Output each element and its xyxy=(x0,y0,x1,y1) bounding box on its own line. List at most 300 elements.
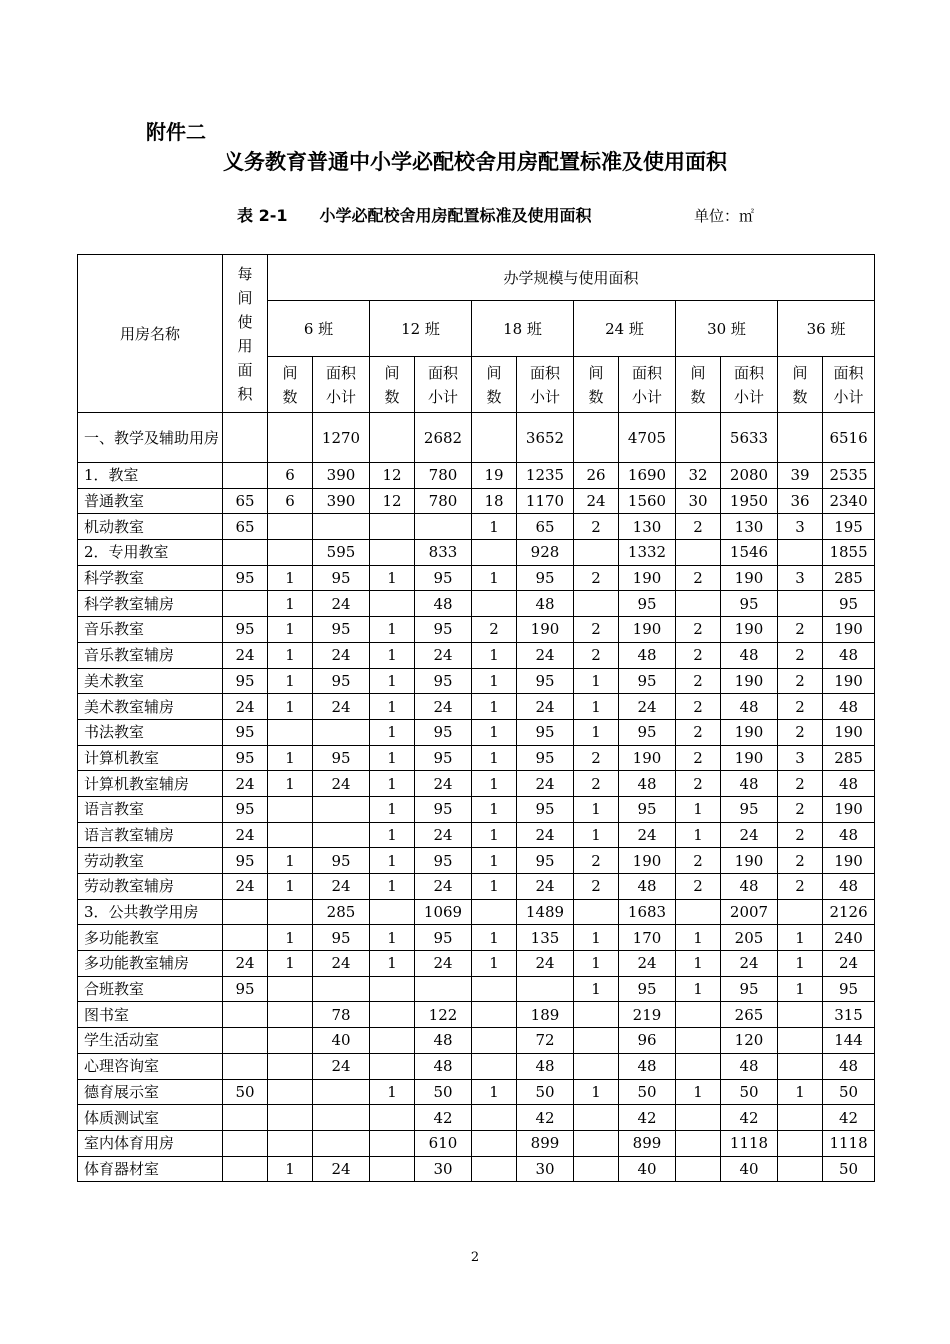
cell-value: 95 xyxy=(223,976,268,1002)
cell-value xyxy=(472,413,517,463)
cell-value: 1 xyxy=(370,848,415,874)
cell-value xyxy=(223,1105,268,1131)
row-name: 体质测试室 xyxy=(78,1105,223,1131)
cell-value xyxy=(370,899,415,925)
cell-value: 95 xyxy=(415,719,472,745)
cell-value: 2 xyxy=(676,514,721,540)
cell-value: 130 xyxy=(721,514,778,540)
cell-value: 95 xyxy=(619,591,676,617)
cell-value: 72 xyxy=(517,1028,574,1054)
cell-value: 2682 xyxy=(415,413,472,463)
cell-value: 95 xyxy=(313,745,370,771)
row-name: 学生活动室 xyxy=(78,1028,223,1054)
cell-value: 95 xyxy=(415,848,472,874)
cell-value: 12 xyxy=(370,463,415,489)
cell-value xyxy=(223,591,268,617)
cell-value: 2 xyxy=(778,719,823,745)
table-row xyxy=(78,540,875,566)
table-row xyxy=(78,796,875,822)
cell-value: 24 xyxy=(313,694,370,720)
cell-value: 24 xyxy=(313,874,370,900)
cell-value: 1 xyxy=(676,822,721,848)
table-row xyxy=(78,874,875,900)
cell-value: 1 xyxy=(370,719,415,745)
cell-value: 2 xyxy=(676,874,721,900)
cell-value: 1 xyxy=(370,796,415,822)
row-name: 语言教室辅房 xyxy=(78,822,223,848)
cell-value: 1 xyxy=(370,771,415,797)
cell-value: 2 xyxy=(574,514,619,540)
cell-value: 1 xyxy=(676,951,721,977)
cell-value: 1 xyxy=(370,668,415,694)
cell-value xyxy=(313,719,370,745)
row-name: 室内体育用房 xyxy=(78,1130,223,1156)
cell-value: 1 xyxy=(676,1079,721,1105)
cell-value: 4705 xyxy=(619,413,676,463)
cell-value: 610 xyxy=(415,1130,472,1156)
cell-value xyxy=(676,899,721,925)
cell-value: 24 xyxy=(415,822,472,848)
cell-value xyxy=(313,1105,370,1131)
table-row xyxy=(78,463,875,489)
cell-value: 24 xyxy=(313,1053,370,1079)
header-per-room-area: 每间使用面积 xyxy=(223,255,268,413)
cell-value xyxy=(676,1156,721,1182)
cell-value: 32 xyxy=(676,463,721,489)
cell-value: 190 xyxy=(517,617,574,643)
cell-value: 24 xyxy=(415,642,472,668)
cell-value: 190 xyxy=(721,719,778,745)
row-name: 语言教室 xyxy=(78,796,223,822)
cell-value: 48 xyxy=(415,1028,472,1054)
table-row xyxy=(78,1105,875,1131)
cell-value: 95 xyxy=(721,591,778,617)
cell-value: 1560 xyxy=(619,488,676,514)
cell-value: 190 xyxy=(823,719,875,745)
cell-value: 24 xyxy=(415,694,472,720)
table-row xyxy=(78,1130,875,1156)
cell-value: 2 xyxy=(574,617,619,643)
cell-value xyxy=(268,413,313,463)
cell-value xyxy=(223,1156,268,1182)
cell-value: 1 xyxy=(472,822,517,848)
cell-value: 2 xyxy=(676,745,721,771)
cell-value: 48 xyxy=(721,642,778,668)
table-row xyxy=(78,488,875,514)
row-name: 美术教室辅房 xyxy=(78,694,223,720)
unit-label: 单位：㎡ xyxy=(694,207,755,225)
cell-value: 1 xyxy=(574,668,619,694)
header-area-0: 面积小计 xyxy=(313,357,370,413)
cell-value: 2 xyxy=(574,745,619,771)
table-row xyxy=(78,719,875,745)
cell-value: 95 xyxy=(823,976,875,1002)
cell-value xyxy=(676,1105,721,1131)
cell-value: 2 xyxy=(676,848,721,874)
cell-value: 3652 xyxy=(517,413,574,463)
cell-value: 95 xyxy=(517,565,574,591)
cell-value: 1 xyxy=(268,591,313,617)
cell-value xyxy=(223,1002,268,1028)
cell-value xyxy=(223,463,268,489)
cell-value: 1 xyxy=(472,745,517,771)
row-name: 计算机教室 xyxy=(78,745,223,771)
cell-value: 95 xyxy=(223,617,268,643)
cell-value xyxy=(370,1105,415,1131)
cell-value: 95 xyxy=(223,565,268,591)
cell-value: 2 xyxy=(778,822,823,848)
cell-value: 95 xyxy=(619,719,676,745)
cell-value xyxy=(472,540,517,566)
main-title: 义务教育普通中小学必配校舍用房配置标准及使用面积 xyxy=(223,150,727,174)
table-row xyxy=(78,951,875,977)
row-name: 科学教室 xyxy=(78,565,223,591)
cell-value: 2 xyxy=(472,617,517,643)
cell-value: 2 xyxy=(778,796,823,822)
cell-value: 95 xyxy=(313,668,370,694)
cell-value: 122 xyxy=(415,1002,472,1028)
cell-value: 1 xyxy=(370,565,415,591)
cell-value: 39 xyxy=(778,463,823,489)
cell-value xyxy=(472,1130,517,1156)
cell-value: 1332 xyxy=(619,540,676,566)
row-name: 图书室 xyxy=(78,1002,223,1028)
cell-value: 189 xyxy=(517,1002,574,1028)
cell-value: 1 xyxy=(268,642,313,668)
cell-value: 40 xyxy=(313,1028,370,1054)
cell-value: 42 xyxy=(415,1105,472,1131)
cell-value: 95 xyxy=(619,796,676,822)
cell-value xyxy=(313,1079,370,1105)
cell-value xyxy=(268,1105,313,1131)
cell-value: 48 xyxy=(823,694,875,720)
cell-value: 2 xyxy=(778,668,823,694)
cell-value: 24 xyxy=(223,771,268,797)
header-count-3: 间数 xyxy=(574,357,619,413)
header-area-3: 面积小计 xyxy=(619,357,676,413)
cell-value: 95 xyxy=(823,591,875,617)
cell-value: 48 xyxy=(823,874,875,900)
cell-value: 1170 xyxy=(517,488,574,514)
cell-value: 48 xyxy=(619,874,676,900)
cell-value xyxy=(778,1053,823,1079)
cell-value: 240 xyxy=(823,925,875,951)
cell-value: 95 xyxy=(415,796,472,822)
cell-value xyxy=(268,822,313,848)
table-row xyxy=(78,642,875,668)
cell-value xyxy=(370,1156,415,1182)
cell-value: 1 xyxy=(268,668,313,694)
cell-value xyxy=(676,1130,721,1156)
cell-value: 50 xyxy=(223,1079,268,1105)
cell-value: 24 xyxy=(517,642,574,668)
header-count-2: 间数 xyxy=(472,357,517,413)
cell-value: 2 xyxy=(778,874,823,900)
cell-value xyxy=(313,822,370,848)
cell-value: 24 xyxy=(313,642,370,668)
table-row xyxy=(78,925,875,951)
cell-value xyxy=(574,1105,619,1131)
cell-value: 190 xyxy=(619,565,676,591)
cell-value: 1 xyxy=(268,951,313,977)
cell-value: 135 xyxy=(517,925,574,951)
cell-value: 2535 xyxy=(823,463,875,489)
cell-value: 1855 xyxy=(823,540,875,566)
cell-value: 2 xyxy=(676,719,721,745)
cell-value: 1 xyxy=(778,925,823,951)
cell-value: 1 xyxy=(574,796,619,822)
header-scale-4: 30 班 xyxy=(676,301,778,357)
cell-value xyxy=(370,514,415,540)
table-row xyxy=(78,514,875,540)
cell-value: 1683 xyxy=(619,899,676,925)
cell-value: 3 xyxy=(778,514,823,540)
cell-value: 1 xyxy=(574,822,619,848)
header-count-4: 间数 xyxy=(676,357,721,413)
cell-value: 48 xyxy=(721,694,778,720)
cell-value xyxy=(268,1028,313,1054)
cell-value: 2 xyxy=(778,694,823,720)
cell-value: 24 xyxy=(313,591,370,617)
cell-value: 95 xyxy=(619,976,676,1002)
row-name: 书法教室 xyxy=(78,719,223,745)
cell-value: 95 xyxy=(313,925,370,951)
cell-value: 2126 xyxy=(823,899,875,925)
cell-value: 1 xyxy=(574,925,619,951)
cell-value xyxy=(268,1079,313,1105)
cell-value xyxy=(370,1130,415,1156)
cell-value xyxy=(778,1002,823,1028)
cell-value xyxy=(370,976,415,1002)
cell-value: 95 xyxy=(517,719,574,745)
cell-value: 95 xyxy=(313,848,370,874)
cell-value: 285 xyxy=(823,745,875,771)
cell-value: 95 xyxy=(313,565,370,591)
row-name: 计算机教室辅房 xyxy=(78,771,223,797)
cell-value: 1 xyxy=(268,771,313,797)
cell-value: 42 xyxy=(517,1105,574,1131)
cell-value: 205 xyxy=(721,925,778,951)
cell-value: 1 xyxy=(472,796,517,822)
header-area-2: 面积小计 xyxy=(517,357,574,413)
cell-value: 18 xyxy=(472,488,517,514)
cell-value: 95 xyxy=(517,668,574,694)
cell-value xyxy=(778,1156,823,1182)
cell-value: 1 xyxy=(370,951,415,977)
cell-value: 2 xyxy=(676,771,721,797)
cell-value: 48 xyxy=(517,591,574,617)
cell-value xyxy=(676,413,721,463)
cell-value: 24 xyxy=(517,951,574,977)
row-name: 音乐教室辅房 xyxy=(78,642,223,668)
cell-value: 95 xyxy=(415,668,472,694)
cell-value: 1 xyxy=(574,694,619,720)
cell-value: 1 xyxy=(472,874,517,900)
cell-value: 1 xyxy=(370,745,415,771)
header-area-4: 面积小计 xyxy=(721,357,778,413)
table-row xyxy=(78,591,875,617)
cell-value: 285 xyxy=(823,565,875,591)
cell-value xyxy=(574,413,619,463)
cell-value xyxy=(370,413,415,463)
cell-value: 1270 xyxy=(313,413,370,463)
cell-value: 24 xyxy=(721,822,778,848)
row-name: 美术教室 xyxy=(78,668,223,694)
cell-value: 2080 xyxy=(721,463,778,489)
cell-value: 1 xyxy=(676,925,721,951)
cell-value: 24 xyxy=(223,642,268,668)
cell-value: 315 xyxy=(823,1002,875,1028)
cell-value: 1 xyxy=(268,565,313,591)
cell-value: 1546 xyxy=(721,540,778,566)
cell-value: 1 xyxy=(778,976,823,1002)
cell-value xyxy=(370,540,415,566)
cell-value xyxy=(676,1053,721,1079)
cell-value: 190 xyxy=(721,745,778,771)
cell-value xyxy=(778,1130,823,1156)
cell-value xyxy=(472,1002,517,1028)
cell-value: 95 xyxy=(415,565,472,591)
cell-value xyxy=(370,1002,415,1028)
cell-value: 265 xyxy=(721,1002,778,1028)
cell-value: 24 xyxy=(823,951,875,977)
cell-value: 2 xyxy=(778,771,823,797)
cell-value: 95 xyxy=(223,668,268,694)
cell-value xyxy=(574,1053,619,1079)
row-name: 多功能教室 xyxy=(78,925,223,951)
cell-value: 1 xyxy=(472,694,517,720)
cell-value: 899 xyxy=(517,1130,574,1156)
cell-value: 95 xyxy=(415,617,472,643)
row-name: 劳动教室辅房 xyxy=(78,874,223,900)
cell-value: 390 xyxy=(313,488,370,514)
cell-value: 50 xyxy=(721,1079,778,1105)
cell-value: 1690 xyxy=(619,463,676,489)
cell-value: 2 xyxy=(778,848,823,874)
cell-value: 65 xyxy=(223,514,268,540)
cell-value: 190 xyxy=(721,565,778,591)
cell-value: 24 xyxy=(574,488,619,514)
cell-value: 12 xyxy=(370,488,415,514)
cell-value: 144 xyxy=(823,1028,875,1054)
cell-value: 6516 xyxy=(823,413,875,463)
cell-value: 48 xyxy=(823,1053,875,1079)
cell-value: 899 xyxy=(619,1130,676,1156)
row-name: 劳动教室 xyxy=(78,848,223,874)
header-room-name: 用房名称 xyxy=(78,255,223,413)
cell-value: 2 xyxy=(676,617,721,643)
cell-value: 1 xyxy=(472,668,517,694)
cell-value xyxy=(415,514,472,540)
cell-value: 1 xyxy=(472,514,517,540)
cell-value: 190 xyxy=(619,745,676,771)
cell-value: 95 xyxy=(223,796,268,822)
table-row xyxy=(78,1079,875,1105)
cell-value: 1 xyxy=(472,925,517,951)
cell-value: 219 xyxy=(619,1002,676,1028)
cell-value: 24 xyxy=(313,771,370,797)
cell-value: 1 xyxy=(370,822,415,848)
cell-value: 190 xyxy=(721,668,778,694)
cell-value: 1 xyxy=(472,848,517,874)
cell-value: 1 xyxy=(574,976,619,1002)
cell-value: 40 xyxy=(721,1156,778,1182)
cell-value xyxy=(370,1053,415,1079)
cell-value xyxy=(313,796,370,822)
cell-value xyxy=(676,1002,721,1028)
cell-value: 190 xyxy=(721,848,778,874)
cell-value xyxy=(313,1130,370,1156)
cell-value: 1 xyxy=(370,642,415,668)
cell-value: 1 xyxy=(268,694,313,720)
cell-value: 190 xyxy=(823,796,875,822)
cell-value xyxy=(472,899,517,925)
cell-value: 50 xyxy=(823,1156,875,1182)
cell-value xyxy=(574,1002,619,1028)
table-row xyxy=(78,899,875,925)
cell-value: 95 xyxy=(619,668,676,694)
cell-value xyxy=(574,540,619,566)
cell-value: 95 xyxy=(223,719,268,745)
cell-value: 390 xyxy=(313,463,370,489)
cell-value: 95 xyxy=(223,745,268,771)
cell-value xyxy=(223,1053,268,1079)
cell-value xyxy=(370,1028,415,1054)
cell-value: 95 xyxy=(721,796,778,822)
cell-value: 780 xyxy=(415,463,472,489)
cell-value: 190 xyxy=(823,617,875,643)
cell-value xyxy=(370,591,415,617)
cell-value xyxy=(268,796,313,822)
cell-value: 95 xyxy=(223,848,268,874)
cell-value xyxy=(778,899,823,925)
cell-value: 24 xyxy=(223,822,268,848)
cell-value: 190 xyxy=(619,848,676,874)
table-row xyxy=(78,976,875,1002)
cell-value: 24 xyxy=(619,694,676,720)
cell-value: 1 xyxy=(370,617,415,643)
cell-value: 195 xyxy=(823,514,875,540)
cell-value: 19 xyxy=(472,463,517,489)
cell-value: 95 xyxy=(313,617,370,643)
cell-value: 30 xyxy=(517,1156,574,1182)
cell-value: 48 xyxy=(415,1053,472,1079)
cell-value xyxy=(472,1028,517,1054)
cell-value xyxy=(778,1028,823,1054)
cell-value: 50 xyxy=(517,1079,574,1105)
cell-value xyxy=(268,1002,313,1028)
cell-value: 1069 xyxy=(415,899,472,925)
cell-value xyxy=(268,719,313,745)
cell-value: 1489 xyxy=(517,899,574,925)
cell-value: 1 xyxy=(370,1079,415,1105)
cell-value: 1 xyxy=(472,771,517,797)
cell-value: 1 xyxy=(778,1079,823,1105)
cell-value: 48 xyxy=(823,822,875,848)
cell-value: 48 xyxy=(721,771,778,797)
header-count-1: 间数 xyxy=(370,357,415,413)
table-row xyxy=(78,745,875,771)
cell-value: 190 xyxy=(619,617,676,643)
cell-value xyxy=(313,976,370,1002)
cell-value xyxy=(268,514,313,540)
cell-value xyxy=(676,1028,721,1054)
header-scale-0: 6 班 xyxy=(268,301,370,357)
row-name: 合班教室 xyxy=(78,976,223,1002)
cell-value: 1235 xyxy=(517,463,574,489)
cell-value: 130 xyxy=(619,514,676,540)
cell-value: 24 xyxy=(517,694,574,720)
